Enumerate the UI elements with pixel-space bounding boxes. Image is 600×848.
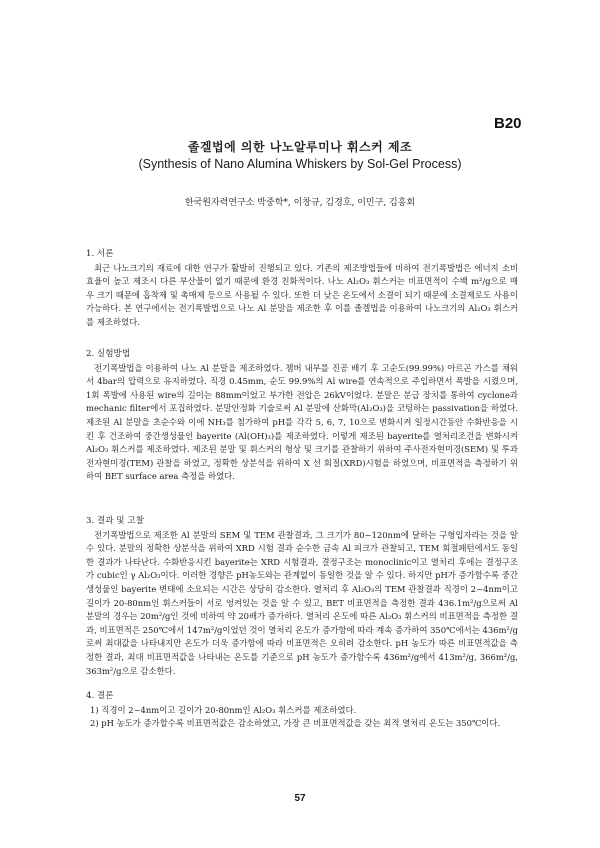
paper-title-korean: 졸겔법에 의한 나노알루미나 휘스커 제조: [187, 140, 413, 154]
conclusion-list: [86, 704, 518, 731]
conclusion-item: 1) 직경이 2~4nm이고 길이가 20-80nm인 Al₂O₃ 휘스커를 제조하였다.: [90, 704, 357, 715]
section-heading: 4. 결론: [86, 691, 114, 701]
section-body: 전기폭발법으로 제조한 Al 분말의 SEM 및 TEM 관찰결과, 그 크기가 80~120nm에 달하는 구형입자라는 것을 알 수 있다. 분말의 정확한 상분석을 위하여 XRD 시험 결과 순수한 금속 Al 피크가 관찰되고, TEM 회절패턴에서도 동일한 결과가 나타난다. 수화반응시킨 bayerite는 XRD 시험결과, 결정구조는 monoclinic이고 열처리 후에는 결정구조가 cubic인 γ Al₂O₃이다. 이러한 경향은 pH농도와는 관계없이 동일한 것을 알 수 있다. 하지만 pH가 증가함수록 중간생성물인 bayerite 변태에 소요되는 시간은 상당히 감소한다. 열처리 후 Al₂O₃의 TEM 관찰결과 직경이 2~4nm이고 길이가 20-80nm인 휘스커들이 서로 엉켜있는 것을 알 수 있고, BET 비표면적을 측정한 결과 436.1m²/g으로써 Al 분말의 경우는 20m²/g인 것에 비하여 약 20배가 증가하다. 열처리 온도에 따른 Al₂O₃ 휘스커의 비표면적을 측정한 결과, 비표면적은 250℃에서 147m²/g이었던 것이 열처리 온도가 증가함에 따라 계속 증가하여 350℃에서는 436m²/g로써 최대값을 나타내지만 온도가 더욱 증가함에 따라 비표면적은 오히려 감소한다. pH 농도가 따른 비표면적값을 측정한 결과, 최대 비표면적값을 나타내는 온도를 기준으로 pH 농도가 증가함수록 436m²/g에서 413m²/g, 366m²/g, 363m²/g으로 감소한다.: [86, 529, 518, 676]
conclusion-item: 2) pH 농도가 증가할수록 비표면적값은 감소하였고, 가장 큰 비표면적값을 갖는 최적 열처리 온도는 350℃이다.: [90, 718, 501, 729]
section-body: 최근 나노크기의 재료에 대한 연구가 활발히 진행되고 있다. 기존의 제조방법들에 비하여 전기폭발법은 에너지 소비효율이 높고 제조시 다른 부산물이 없기 때문에 환경 친화적이다. 나노 Al₂O₃ 휘스커는 비표면적이 수백 m²/g으로 매우 크기 때문에 흡착제 및 촉매제 등으로 사용될 수 있다. 또한 더 낮은 온도에서 소결이 되기 때문에 소결제로도 사용이 가능하다. 본 연구에서는 전기폭발법으로 나노 Al 분말을 제조한 후 이를 졸겔법을 이용하여 나노크기의 Al₂O₃ 휘스커를 제조하였다.: [86, 262, 518, 327]
section-introduction: [86, 248, 518, 330]
section-heading: 3. 결과 및 고찰: [86, 516, 144, 526]
paper-code: B20: [494, 115, 522, 132]
section-results: [86, 515, 518, 678]
section-body: 전기폭발법을 이용하여 나노 Al 분말을 제조하였다. 챔버 내부를 진공 배기 후 고순도(99.99%) 아르곤 가스를 채워서 4bar의 압력으로 유지하였다. 직경 0.45mm, 순도 99.9%의 Al wire를 연속적으로 주입하면서 폭발을 시켰으며, 1회 폭발에 사용된 wire의 길이는 88mm이었고 부가한 전압은 26kV이었다. 분말은 분급 장치를 통하여 cyclone과 mechanic filter에서 포집하였다. 분말안정화 기술로써 Al 분말에 산화막(Al₂O₃)을 코팅하는 passivation을 하였다. 제조된 Al 분말을 초순수와 이에 NH₃를 첨가하여 pH를 각각 5, 6, 7, 10으로 변화시켜 일정시간동안 수화반응을 시킨 후 건조하여 중간생성물인 bayerite (Al(OH)₃)를 제조하였다. 이렇게 제조된 bayerite를 열처리조건을 변화시켜 Al₂O₃ 휘스커를 제조하였다. 제조된 분말 및 휘스커의 형상 및 크기를 관찰하기 위하여 주사전자현미경(SEM) 및 투과전자현미경(TEM) 관찰을 하였고, 정확한 상분석을 위하여 X 선 회절(XRD)시험을 하였으며, 비표면적을 측정하기 위하여 BET surface area 측정을 하였다.: [86, 362, 518, 482]
author-list: 한국원자력연구소 박중학*, 이창규, 김경호, 이민구, 김흥회: [184, 198, 416, 208]
page-number: 57: [294, 793, 306, 804]
section-methods: [86, 348, 518, 484]
section-heading: 2. 실험방법: [86, 349, 131, 359]
paper-title-english: (Synthesis of Nano Alumina Whiskers by Sol-Gel Process): [138, 157, 462, 171]
section-heading: 1. 서론: [86, 249, 114, 259]
section-conclusion: [86, 690, 518, 731]
